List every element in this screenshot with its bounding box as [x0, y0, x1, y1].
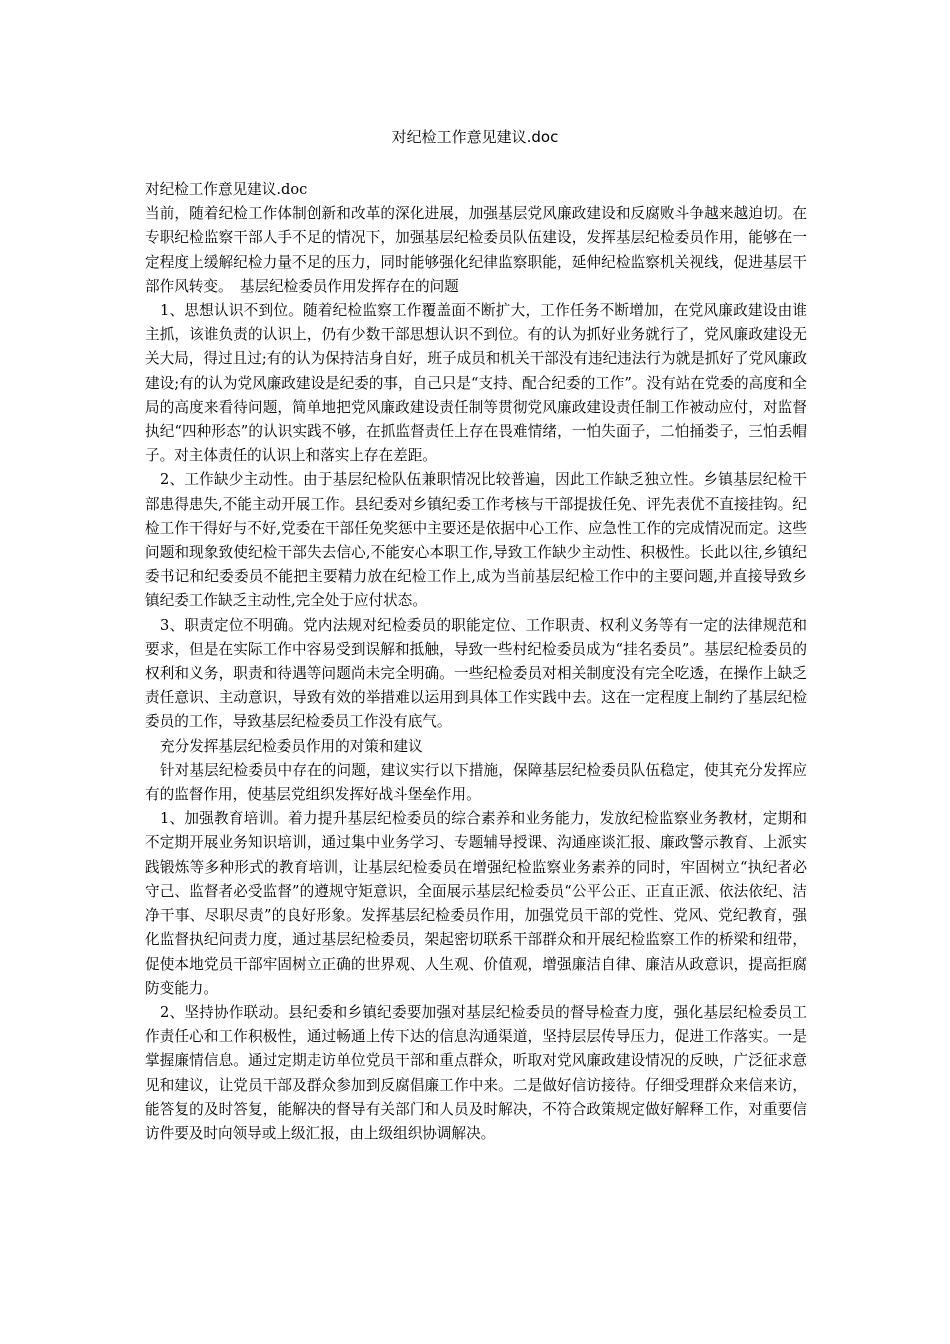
- document-subtitle: 对纪检工作意见建议.doc: [145, 181, 308, 198]
- paragraph-suggestion-1: 1、加强教育培训。着力提升基层纪检委员的综合素养和业务能力，发放纪检监察业务教材，定期和不定期开展业务知识培训，通过集中业务学习、专题辅导授课、沟通座谈汇报、廉政警示教育、上派实践锻炼等多种形式的教育培训，让基层纪检委员在增强纪检监察业务素养的同时，牢固树立“执纪者必守己、监督者必受监督”的遵规守矩意识，全面展示基层纪检委员“公平公正、正直正派、依法依纪、洁净干事、尽职尽责”的良好形象。发挥基层纪检委员作用，加强党员干部的党性、党风、党纪教育，强化监督执纪问责力度，通过基层纪检委员，架起密切联系干部群众和开展纪检监察工作的桥梁和纽带，促使本地党员干部牢固树立正确的世界观、人生观、价值观，增强廉洁自律、廉洁从政意识，提高拒腐防变能力。: [145, 810, 807, 997]
- section-heading-suggestions: 充分发挥基层纪检委员作用的对策和建议: [160, 737, 423, 755]
- paragraph-problem-1: 1、思想认识不到位。随着纪检监察工作覆盖面不断扩大，工作任务不断增加，在党风廉政建设由谁主抓，该谁负责的认识上，仍有少数干部思想认识不到位。有的认为抓好业务就行了，党风廉政建设无关大局，得过且过;有的认为保持洁身自好，班子成员和机关干部没有违纪违法行为就是抓好了党风廉政建设;有的认为党风廉政建设是纪委的事，自己只是“支持、配合纪委的工作”。没有站在党委的高度和全局的高度来看待问题，简单地把党风廉政建设责任制等贯彻党风廉政建设责任制工作被动应付，对监督执纪“四种形态”的认识实践不够，在抓监督责任上存在畏难情绪，一怕失面子，二怕捅娄子，三怕丢帽子。对主体责任的认识上和落实上存在差距。: [145, 302, 807, 465]
- paragraph-suggestion-2: 2、坚持协作联动。县纪委和乡镇纪委要加强对基层纪检委员的督导检查力度，强化基层纪检委员工作责任心和工作积极性，通过畅通上传下达的信息沟通渠道，坚持层层传导压力，促进工作落实。一是掌握廉情信息。通过定期走访单位党员干部和重点群众，听取对党风廉政建设情况的反映，广泛征求意见和建议，让党员干部及群众参加到反腐倡廉工作中来。二是做好信访接待。仔细受理群众来信来访，能答复的及时答复，能解决的督导有关部门和人员及时解决，不符合政策规定做好解释工作，对重要信访件要及时向领导或上级汇报，由上级组织协调解决。: [145, 1003, 807, 1142]
- document-title: 对纪检工作意见建议.doc: [391, 128, 559, 146]
- paragraph-intro: 当前，随着纪检工作体制创新和改革的深化进展，加强基层党风廉政建设和反腐败斗争越来越迫切。在专职纪检监察干部人手不足的情况下，加强基层纪检委员队伍建设，发挥基层纪检委员作用，能够在一定程度上缓解纪检力量不足的压力，同时能够强化纪律监察职能，延伸纪检监察机关视线，促进基层干部作风转变。 基层纪检委员作用发挥存在的问题: [145, 205, 807, 295]
- paragraph-problem-3: 3、职责定位不明确。党内法规对纪检委员的职能定位、工作职责、权利义务等有一定的法律规范和要求，但是在实际工作中容易受到误解和抵触，导致一些村纪检委员成为“挂名委员”。基层纪检委员的权利和义务，职责和待遇等问题尚未完全明确。一些纪检委员对相关制度没有完全吃透，在操作上缺乏责任意识、主动意识，导致有效的举措难以运用到具体工作实践中去。这在一定程度上制约了基层纪检委员的工作，导致基层纪检委员工作没有底气。: [145, 616, 807, 731]
- paragraph-suggestions-intro: 针对基层纪检委员中存在的问题，建议实行以下措施，保障基层纪检委员队伍稳定，使其充分发挥应有的监督作用，使基层党组织发挥好战斗堡垒作用。: [145, 761, 807, 804]
- document-body: [145, 178, 807, 1146]
- paragraph-problem-2: 2、工作缺少主动性。由于基层纪检队伍兼职情况比较普遍，因此工作缺乏独立性。乡镇基层纪检干部患得患失,不能主动开展工作。县纪委对乡镇纪委工作考核与干部提拔任免、评先表优不直接挂钩。纪检工作干得好与不好,党委在干部任免奖惩中主要还是依据中心工作、应急性工作的完成情况而定。这些问题和现象致使纪检干部失去信心,不能安心本职工作,导致工作缺少主动性、积极性。长此以往,乡镇纪委书记和纪委委员不能把主要精力放在纪检工作上,成为当前基层纪检工作中的主要问题,并直接导致乡镇纪委工作缺乏主动性,完全处于应付状态。: [145, 471, 807, 610]
